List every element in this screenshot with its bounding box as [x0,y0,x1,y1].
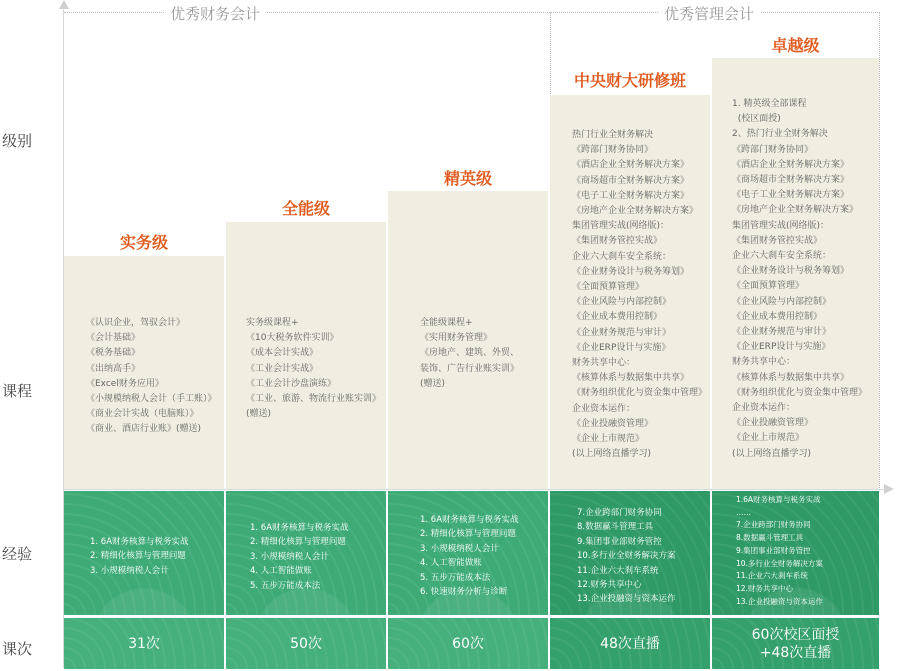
experience-list-allround: 1. 6A财务核算与税务实战 2. 精细化核算与管理问题 3. 小规模纳税人会计 4. 人工智能做账 5. 五步万能成本法 [250,523,349,591]
row-label-level: 级别 [2,132,33,150]
group-line-accounting [64,12,550,13]
sessions-box-excellence [712,618,879,669]
sessions-count-excellence: 60次校区面授 +48次直播 [751,626,840,661]
sessions-count-practical: 31次 [128,635,160,652]
level-title-excellence: 卓越级 [771,36,820,55]
row-label-sessions: 课次 [2,640,33,658]
group-label-accounting: 优秀财务会计 [164,3,266,24]
sessions-count-cufe: 48次直播 [600,635,660,652]
experience-list-elite: 1. 6A财务核算与税务实战 2. 精细化核算与管理问题 3. 小规模纳税人会计 4. 人工智能做账 5. 五步万能成本法 6. 快速财务分析与诊断 [420,515,519,598]
group-divider-right [879,12,880,488]
course-list-excellence: 1. 精英级全部课程 (校区面授) 2、热门行业全财务解决 《跨部门财务协同》 《酒店企业全财务解决方案》 《商场超市全财务解决方案》 《电子工业全财务解决方案》 《房地产企业全财务解决方案》 集团管理实战(网络版)： 《集团财务管控实战》 企业六大刹车安全系统： 《企业财务设计与税务筹划》 《全面预算管理》 《企业风险与内部控制》 《企业成本费用控制》 《企业财务规范与审计》 《企业ERP设计与实施》 财务共享中心： 《核算体系与数据集中共享》 《财务组织优化与资金集中管理》 企业资本运作： 《企业投融资管理》 《企业上市规范》 (以上网络直播学习) [732,99,868,459]
axis-arrow-up-icon [59,0,69,9]
course-list-elite: 全能级课程+ 《实用财务管理》 《房地产、建筑、外贸、 装饰、广告行业账实训》 (赠送) [420,318,520,389]
sessions-box-cufe [550,618,710,669]
group-label-management: 优秀管理会计 [658,3,760,24]
sessions-count-allround: 50次 [290,635,322,652]
level-title-practical: 实务级 [119,233,168,252]
sessions-box-allround [226,618,386,669]
horizontal-axis [63,489,885,490]
sessions-count-elite: 60次 [452,635,484,652]
axis-arrow-right-icon [884,484,894,494]
level-title-elite: 精英级 [443,169,492,188]
course-list-practical: 《认识企业，驾驭会计》 《会计基础》 《税务基础》 《出纳高手》 《Excel财务应用》 《小规模纳税人会计（手工账）》 《商业会计实战（电脑账）》 《商业、酒店行业账》(赠送) [86,318,217,435]
level-title-allround: 全能级 [281,199,330,218]
row-label-experience: 经验 [2,545,33,563]
course-list-cufe: 热门行业全财务解决 《跨部门财务协同》 《酒店企业全财务解决方案》 《商场超市全财务解决方案》 《电子工业全财务解决方案》 《房地产企业全财务解决方案》 集团管理实战(网络版)： 《集团财务管控实战》 企业六大刹车安全系统： 《企业财务设计与税务筹划》 《全面预算管理》 《企业风险与内部控制》 《企业成本费用控制》 《企业财务规范与审计》 《企业ERP设计与实施》 财务共享中心： 《核算体系与数据集中共享》 《财务组织优化与资金集中管理》 企业资本运作： 《企业投融资管理》 《企业上市规范》 (以上网络直播学习) [572,130,708,460]
experience-list-practical: 1. 6A财务核算与税务实战 2. 精细化核算与管理问题 3. 小规模纳税人会计 [90,537,189,576]
experience-list-excellence: 1.6A财务核算与税务实战 …… 7.企业跨部门财务协同 8.数据赢斗管理工具 9.集团事业部财务管控 10.多行业全财务解决方案 11.企业六大刹车系统 12.财务共享中心 13.企业投融资与资本运作 [736,495,823,606]
level-title-cufe: 中央财大研修班 [573,71,686,90]
experience-list-cufe: 7.企业跨部门财务协同 8.数据赢斗管理工具 9.集团事业部财务管控 10.多行业全财务解决方案 11.企业六大刹车系统 12.财务共享中心 13.企业投融资与资本运作 [577,508,676,605]
sessions-box-elite [388,618,548,669]
sessions-box-practical [64,618,224,669]
course-list-allround: 实务级课程+ 《10大税务软件实训》 《成本会计实战》 《工业会计实战》 《工业会计沙盘演练》 《工业、旅游、物流行业账实训》 (赠送) [246,318,382,420]
row-label-course: 课程 [2,382,33,400]
